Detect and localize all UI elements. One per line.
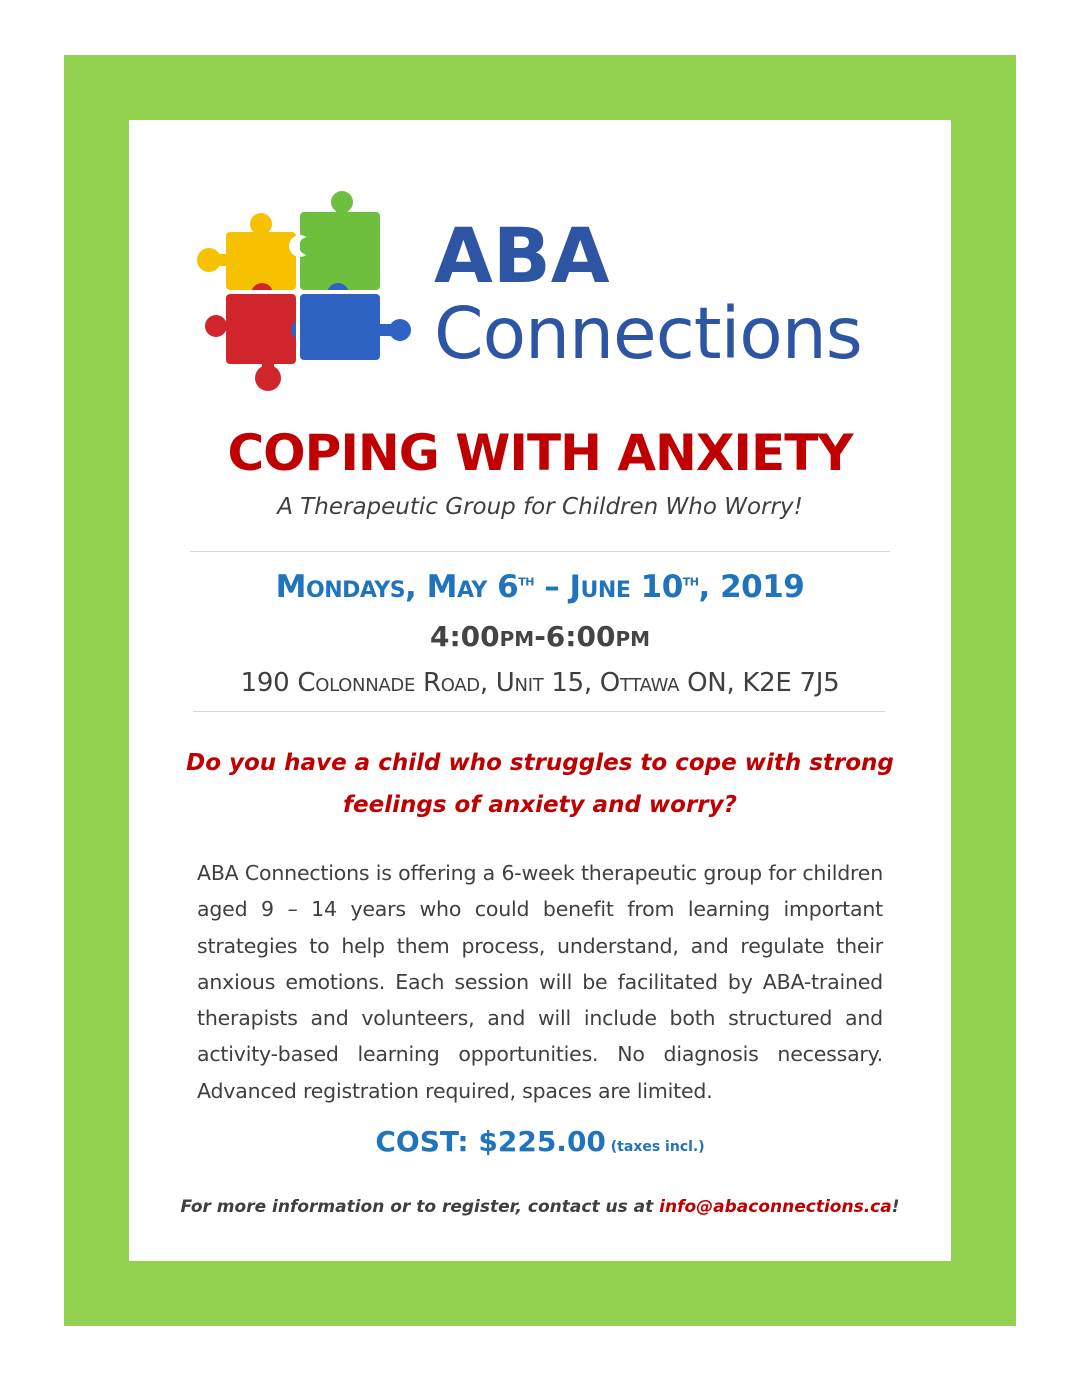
contact-line (129, 1192, 951, 1222)
red-puzzle-piece (205, 283, 296, 391)
cost-value: $225.00 (478, 1125, 606, 1158)
green-puzzle-piece (289, 191, 380, 290)
contact-email-link[interactable]: info@abaconnections.ca (659, 1197, 892, 1217)
question-line-2: feelings of anxiety and worry? (343, 792, 737, 818)
date-start: Mondays, May 6 (275, 569, 519, 605)
cost (129, 1120, 951, 1169)
subtitle: A Therapeutic Group for Children Who Worry! (277, 494, 803, 520)
blue-puzzle-piece (291, 283, 411, 360)
brand-line-aba: ABA (434, 211, 610, 300)
cost-label: COST: (375, 1125, 479, 1158)
time-range: 4:00pm-6:00pm (429, 620, 651, 653)
brand-line-connections: Connections (434, 292, 862, 375)
date-range (129, 566, 951, 608)
description: ABA Connections is offering a 6-week therapeutic group for children aged 9 – 14 years who could benefit from learning important strategies to help them process, understand, and regulate their anxious emotions. Each session will be facilitated by ABA-trained therapists and volunteers, and will include both structured and activity-based learning opportunities. No diagnosis necessary. Advanced registration required, spaces are limited. (197, 861, 883, 1103)
contact-end: ! (891, 1197, 900, 1217)
yellow-puzzle-piece (197, 213, 296, 290)
logo (196, 190, 886, 400)
date-start-suffix: th (518, 570, 534, 590)
address: 190 Colonnade Road, Unit 15, Ottawa ON, K2E 7J5 (240, 668, 840, 698)
contact-text: For more information or to register, contact us at (180, 1197, 660, 1217)
question-line-1: Do you have a child who struggles to cope with strong (186, 750, 894, 776)
page-title: COPING WITH ANXIETY (227, 424, 853, 482)
date-end-suffix: th (682, 570, 699, 590)
brand-name (434, 211, 862, 375)
question (129, 742, 951, 826)
divider-top (190, 551, 890, 552)
divider-bottom (193, 711, 885, 712)
date-year: , 2019 (698, 569, 805, 605)
puzzle-pieces-icon (196, 190, 421, 400)
cost-note: (taxes incl.) (605, 1139, 705, 1155)
date-end: – June 10 (533, 569, 683, 605)
